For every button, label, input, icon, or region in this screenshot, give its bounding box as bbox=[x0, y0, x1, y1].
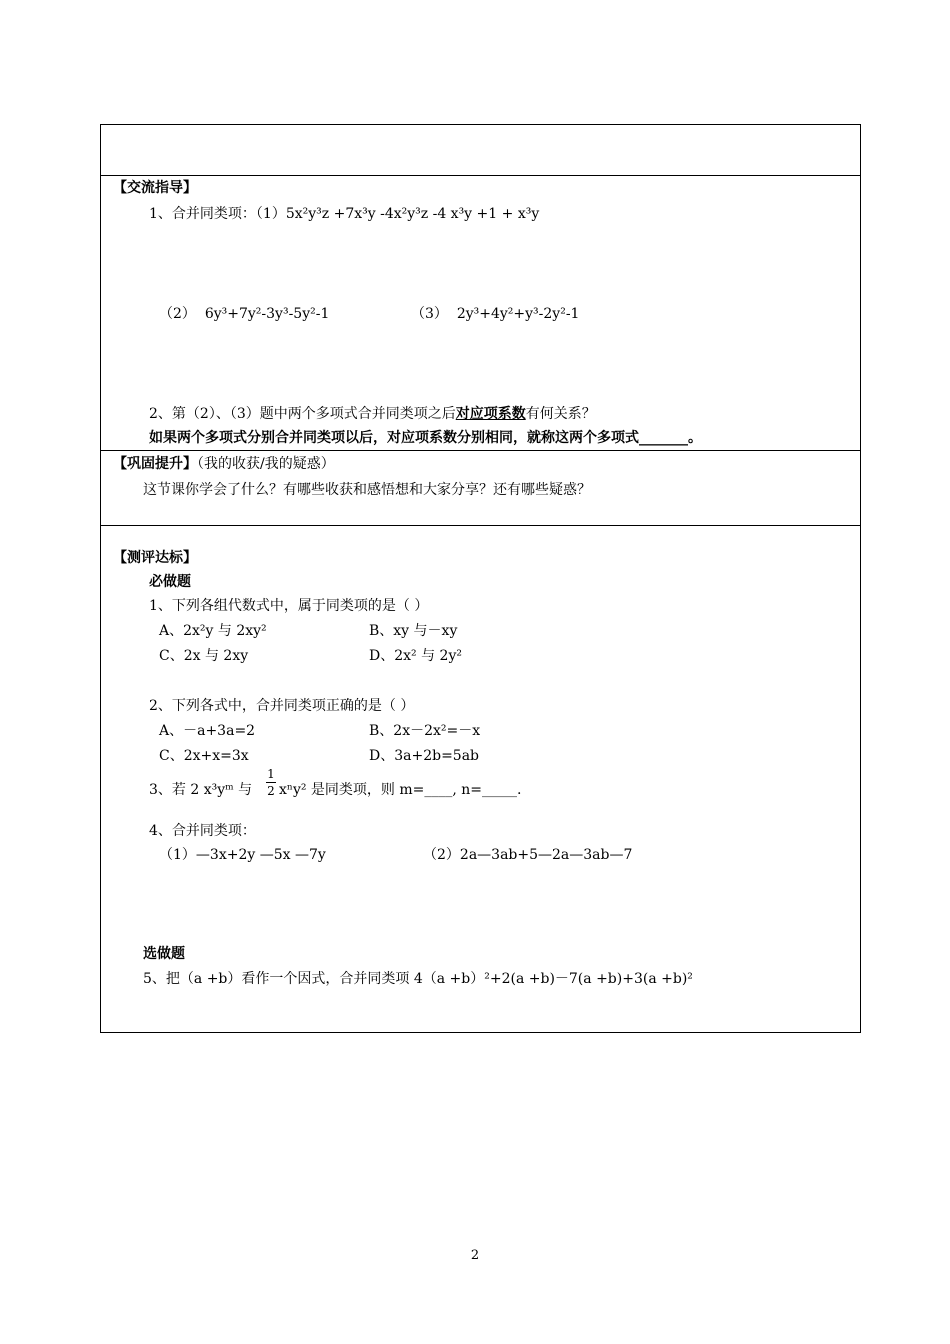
question-1-3: （3） 2y³+4y²+y³-2y²-1 bbox=[411, 306, 580, 322]
assess-question-4: 4、合并同类项： bbox=[149, 823, 256, 839]
question-2: 2、第（2）、（3）题中两个多项式合并同类项之后对应项系数有何关系？ bbox=[149, 406, 596, 422]
assess-question-1: 1、下列各组代数式中，属于同类项的是（ ） bbox=[149, 598, 429, 614]
assess-question-5: 5、把（a +b）看作一个因式，合并同类项 4（a +b）²+2(a +b)－7(a +b)+3(a +b)² bbox=[143, 971, 693, 987]
answer-blank: _______ bbox=[639, 430, 688, 446]
question-1-2: （2） 6y³+7y²-3y³-5y²-1 bbox=[159, 306, 330, 322]
choice-c: C、2x+x=3x bbox=[159, 748, 249, 764]
row-divider bbox=[101, 175, 860, 176]
choice-d: D、3a+2b=5ab bbox=[369, 748, 480, 764]
question-4-2: （2）2a—3ab+5—2a—3ab—7 bbox=[423, 847, 633, 863]
section-heading-consolidate: 【巩固提升】（我的收获/我的疑惑） bbox=[113, 456, 335, 472]
fraction-one-half: 1 2 bbox=[267, 767, 275, 798]
assess-question-2: 2、下列各式中，合并同类项正确的是（ ） bbox=[149, 698, 415, 714]
question-4-1: （1）—3x+2y —5x —7y bbox=[159, 847, 326, 863]
row-divider bbox=[101, 525, 860, 526]
reflection-prompt: 这节课你学会了什么？有哪些收获和感悟想和大家分享？还有哪些疑惑？ bbox=[143, 482, 591, 498]
emphasis-text: 对应项系数 bbox=[455, 406, 526, 422]
row-divider bbox=[101, 450, 860, 451]
required-label: 必做题 bbox=[149, 574, 191, 590]
choice-d: D、2x² 与 2y² bbox=[369, 648, 462, 664]
q1-expression: 5x²y³z +7x³y -4x²y³z -4 x³y +1 + x³y bbox=[285, 206, 540, 222]
section-heading-exchange: 【交流指导】 bbox=[113, 180, 197, 196]
conclusion-statement: 如果两个多项式分别合并同类项以后，对应项系数分别相同，就称这两个多项式_______。 bbox=[149, 430, 702, 446]
assess-question-3-part1: 3、若 2 x³yᵐ 与 bbox=[149, 782, 253, 798]
choice-b: B、xy 与－xy bbox=[369, 623, 458, 639]
optional-label: 选做题 bbox=[143, 946, 185, 962]
choice-b: B、2x－2x²=－x bbox=[369, 723, 481, 739]
choice-a: A、2x²y 与 2xy² bbox=[159, 623, 267, 639]
choice-c: C、2x 与 2xy bbox=[159, 648, 249, 664]
section-heading-assessment: 【测评达标】 bbox=[113, 550, 197, 566]
assess-question-3-part2: xⁿy² 是同类项，则 m=____, n=_____. bbox=[279, 782, 522, 798]
page-number: 2 bbox=[470, 1248, 480, 1263]
choice-a: A、－a+3a=2 bbox=[159, 723, 256, 739]
question-1: 1、合并同类项：（1）5x²y³z +7x³y -4x²y³z -4 x³y +1 + x³y bbox=[149, 206, 540, 222]
worksheet-table bbox=[100, 124, 861, 1033]
